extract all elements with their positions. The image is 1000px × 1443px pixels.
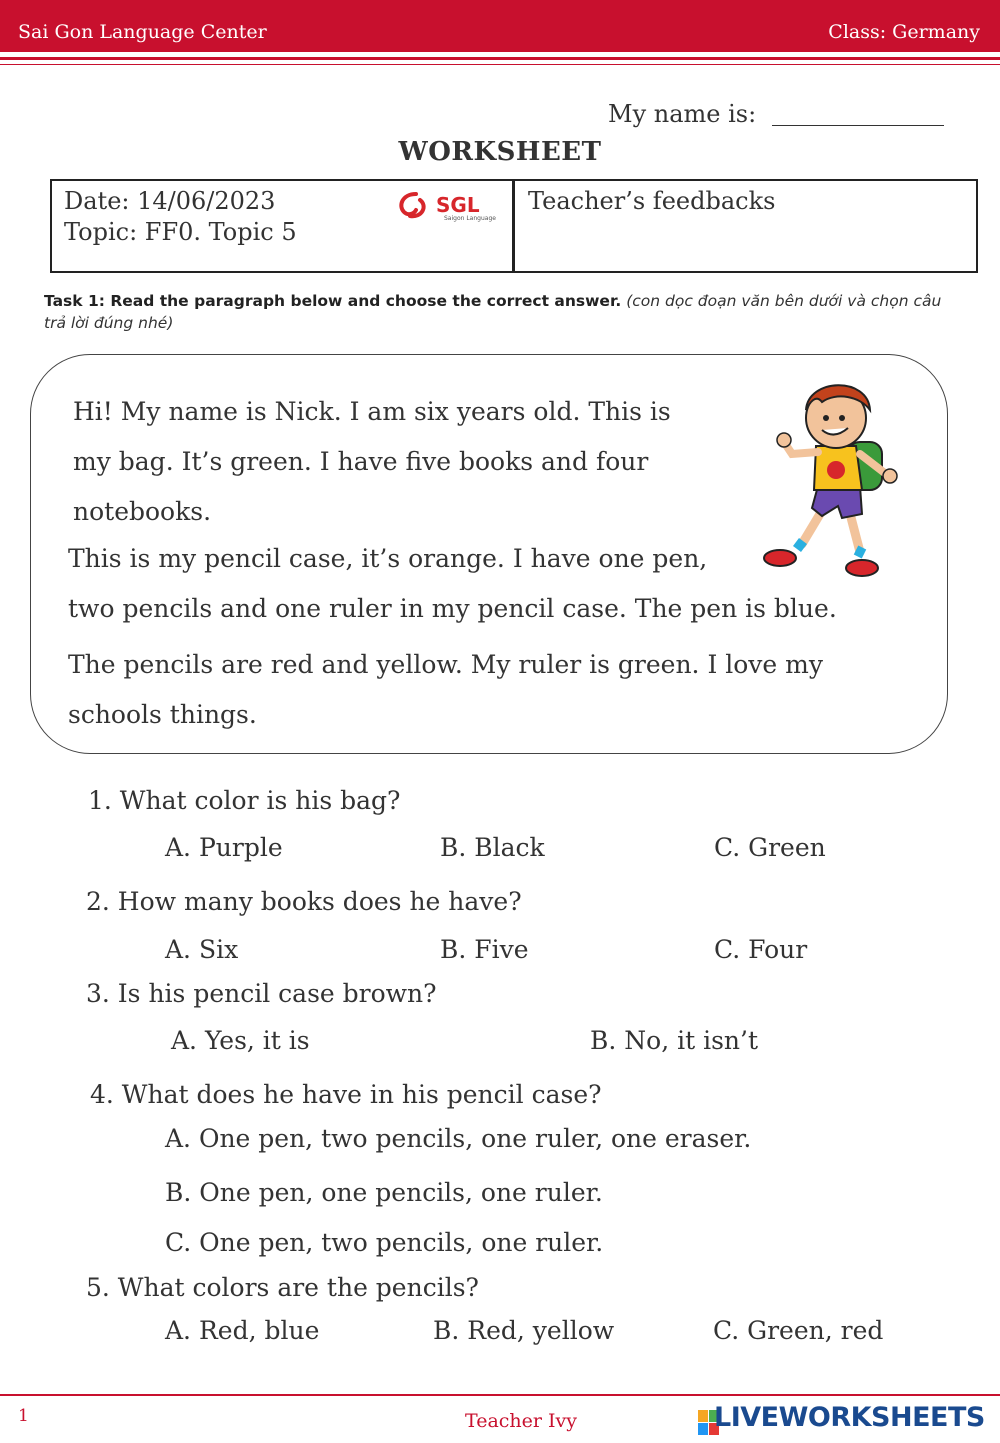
passage-line: Hi! My name is Nick. I am six years old. This is bbox=[73, 397, 671, 426]
teacher-feedback-label: Teacher’s feedbacks bbox=[528, 187, 776, 215]
question-4: 4. What does he have in his pencil case? bbox=[90, 1080, 602, 1109]
option-5c[interactable]: C. Green, red bbox=[713, 1316, 884, 1345]
boy-illustration bbox=[756, 374, 912, 578]
center-name: Sai Gon Language Center bbox=[18, 21, 267, 43]
svg-text:SGL: SGL bbox=[436, 193, 480, 217]
option-2b[interactable]: B. Five bbox=[440, 935, 529, 964]
class-label: Class: Germany bbox=[828, 21, 980, 43]
question-1: 1. What color is his bag? bbox=[88, 786, 401, 815]
option-4c[interactable]: C. One pen, two pencils, one ruler. bbox=[165, 1228, 604, 1257]
passage-line: two pencils and one ruler in my pencil case. The pen is blue. bbox=[68, 594, 837, 623]
option-2c[interactable]: C. Four bbox=[714, 935, 808, 964]
option-3b[interactable]: B. No, it isn’t bbox=[590, 1026, 758, 1055]
passage-line: my bag. It’s green. I have five books and four bbox=[73, 447, 649, 476]
option-1a[interactable]: A. Purple bbox=[165, 833, 283, 862]
task-hint: (con dọc đoạn văn bên dưới và chọn câu trả lời đúng nhé) bbox=[44, 292, 942, 332]
task-title: Task 1: Read the paragraph below and choose the correct answer. bbox=[44, 292, 622, 310]
date-text: Date: 14/06/2023 bbox=[64, 187, 276, 215]
option-5a[interactable]: A. Red, blue bbox=[165, 1316, 320, 1345]
liveworksheets-logo[interactable]: LIVEWORKSHEETS bbox=[714, 1402, 985, 1433]
question-5: 5. What colors are the pencils? bbox=[86, 1273, 479, 1302]
task-instruction bbox=[44, 290, 964, 334]
page-number: 1 bbox=[18, 1406, 29, 1426]
header-divider-thin bbox=[0, 64, 1000, 65]
passage-line: notebooks. bbox=[73, 497, 212, 526]
passage-line: schools things. bbox=[68, 700, 257, 729]
svg-text:Saigon Language: Saigon Language bbox=[444, 215, 496, 222]
passage-line: The pencils are red and yellow. My ruler is green. I love my bbox=[68, 650, 824, 679]
question-2: 2. How many books does he have? bbox=[86, 887, 522, 916]
header-divider bbox=[0, 57, 1000, 60]
topic-text: Topic: FF0. Topic 5 bbox=[64, 218, 297, 246]
info-box-divider bbox=[512, 179, 515, 273]
option-4b[interactable]: B. One pen, one pencils, one ruler. bbox=[165, 1178, 603, 1207]
option-4a[interactable]: A. One pen, two pencils, one ruler, one eraser. bbox=[165, 1124, 752, 1153]
name-input-line[interactable] bbox=[772, 125, 944, 126]
option-1b[interactable]: B. Black bbox=[440, 833, 545, 862]
question-3: 3. Is his pencil case brown? bbox=[86, 979, 437, 1008]
footer-divider bbox=[0, 1394, 1000, 1396]
option-3a[interactable]: A. Yes, it is bbox=[171, 1026, 310, 1055]
option-2a[interactable]: A. Six bbox=[165, 935, 239, 964]
sgl-logo bbox=[396, 190, 512, 222]
passage-line: This is my pencil case, it’s orange. I have one pen, bbox=[68, 544, 708, 573]
name-label: My name is: bbox=[608, 100, 757, 128]
teacher-name: Teacher Ivy bbox=[465, 1410, 577, 1432]
option-5b[interactable]: B. Red, yellow bbox=[433, 1316, 615, 1345]
page-title: WORKSHEET bbox=[398, 137, 602, 167]
option-1c[interactable]: C. Green bbox=[714, 833, 826, 862]
